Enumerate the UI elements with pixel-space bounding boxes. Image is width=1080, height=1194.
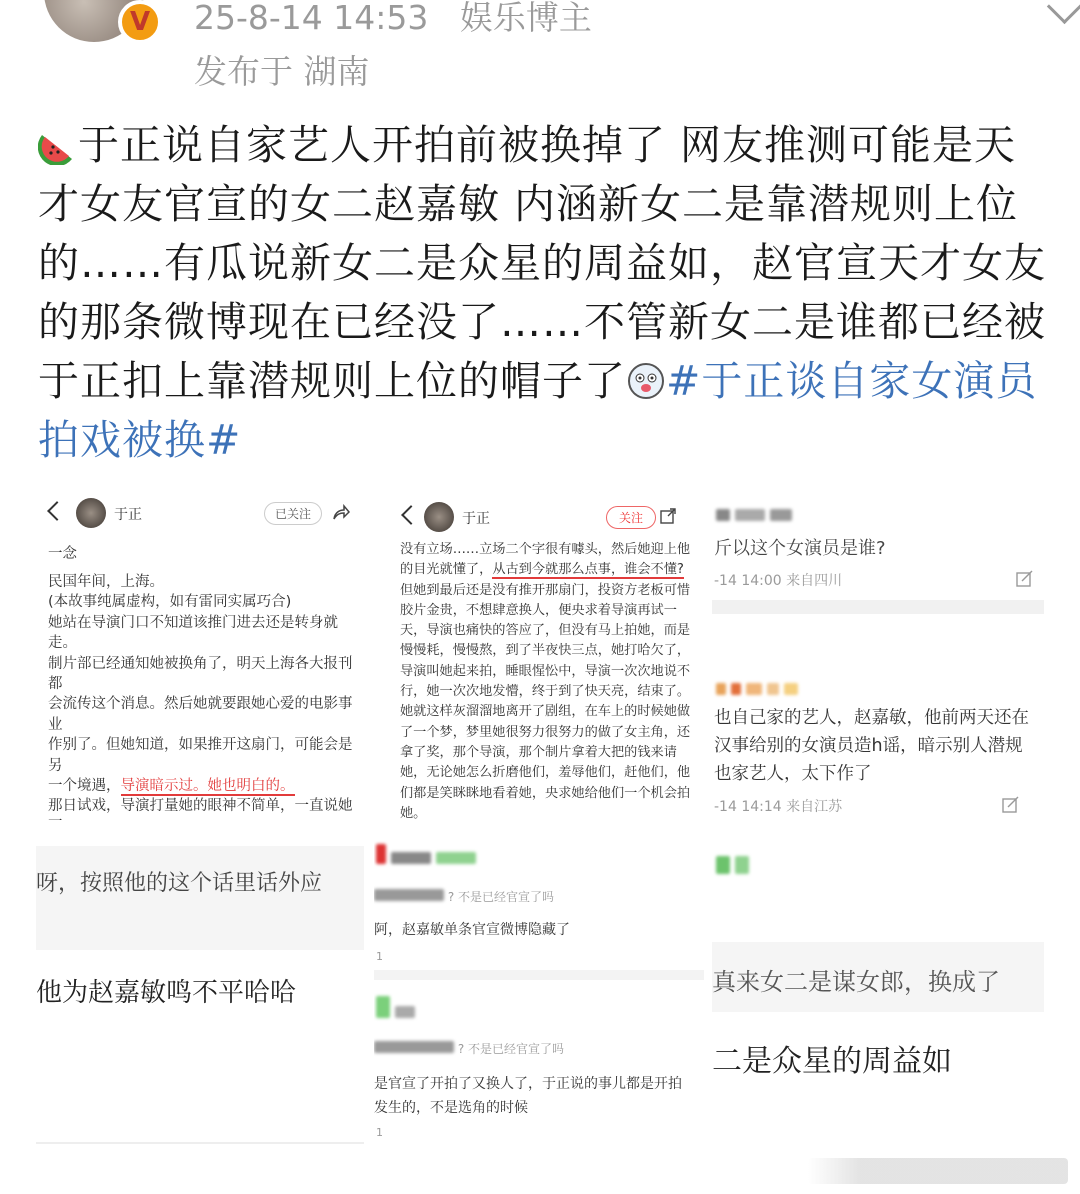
underlined-text: 从古到今就那么点事，谁会不懂? [492,562,684,578]
screenshot-4 [36,846,364,1146]
following-button[interactable]: 已关注 [264,502,322,525]
verified-badge-icon: V [118,0,162,44]
author-category: 娱乐博主 [459,0,592,37]
comment-text: 二是众星的周益如 [712,1044,952,1079]
screenshot-5 [374,838,704,1156]
like-count[interactable]: 1 [376,950,383,963]
blurred-username [716,506,792,525]
screenshot-2 [374,488,696,820]
post-timestamp: 25-8-14 14:53 [194,0,429,37]
divider [36,1142,364,1144]
user-name[interactable]: 于正 [114,507,142,523]
comment-text: 他为赵嘉敏鸣不平哈哈 [36,978,297,1008]
share-icon[interactable] [332,504,350,522]
back-chevron-icon[interactable] [401,505,421,525]
watermark [808,1158,1068,1184]
blurred-username [716,856,749,878]
comment-text: 是官宣了开拍了又换人了，于正说的事儿都是开拍 发生的，不是选角的时候 [374,1076,682,1116]
blurred-username [376,996,415,1022]
article-body: 没有立场……立场二个字很有噱头，然后她迎上他 的目光就懂了，从古到今就那么点事，谁会不懂? 但她到最后还是没有推开那扇门，投资方老板可惜 胶片金贵，不想肆意换人，便央求着导演再试一 天，导演也痛快的答应了，但没有马上拍她，而是 慢慢耗，慢慢熬，到了半夜快三点，她打哈欠了， 导演叫她起来拍，睡眼惺忪中，导演一次次地说不 行，她一次次地发懵，终于到了快天亮，结束了。 她就这样灰溜溜地离开了剧组，在车上的时候她做 了一个梦，梦里她很努力很努力的做了女主角，还 拿了奖，那个导演，那个制片拿着大把的钱来请 她，无论她怎么折磨他们，羞辱他们，赶他们，他 们都是笑眯眯地看着她，央求她给他们一个机会拍 她。 [400,542,691,820]
quote-line: ? 不是已经官宣了吗 [374,888,554,905]
screenshot-1 [36,488,364,820]
post-body [38,116,1048,470]
article-body: 民国年间，上海。 (本故事纯属虚构，如有雷同实属巧合) 她站在导演门口不知道该推门进去还是转身就走。 制片部已经通知她被换角了，明天上海各大报刊都 会流传这个消息。然后她就要跟她心爱的电影事业 作别了。但她知道，如果推开这扇门，可能会是另 一个境遇，导演暗示过。她也明白的。 那日试戏，导演打量她的眼神不简单，一直说她 [48,574,353,815]
hashtag-link[interactable]: #于正谈自家女演员拍戏被换# [38,357,1038,464]
post-location: 发布于 湖南 [194,52,370,91]
watermelon-icon [38,125,78,165]
comment-text: 也自己家的艺人，赵嘉敏，他前两天还在 汉事给别的女演员造h谣，暗示别人潜规 也家艺人，太下作了 [714,708,1029,784]
quote-line: ? 不是已经官宣了吗 [374,1040,564,1057]
dog-face-emoji-icon [626,361,666,401]
follow-button[interactable]: 关注 [606,506,656,529]
post-meta [194,0,592,39]
avatar[interactable] [424,502,454,532]
comment-text: 真来女二是谋女郎，换成了 [712,968,1000,996]
reply-icon[interactable] [1016,570,1034,588]
blurred-username [716,680,798,699]
external-link-icon[interactable] [660,508,676,524]
divider [712,600,1044,614]
reply-icon[interactable] [1002,796,1020,814]
chevron-down-icon[interactable] [1047,0,1080,24]
screenshot-6 [712,846,1044,1146]
screenshot-3 [712,494,1044,824]
back-chevron-icon[interactable] [47,501,67,521]
article-title: 一念 [48,546,77,562]
comment-meta: -14 14:00 来自四川 [714,573,843,589]
comment-text: 阿，赵嘉敏单条官宣微博隐藏了 [374,922,570,938]
avatar[interactable] [76,498,106,528]
comment-meta: -14 14:14 来自江苏 [714,799,843,815]
comment-text: 呀，按照他的这个话里话外应 [36,871,323,896]
like-count[interactable]: 1 [376,1126,383,1139]
user-name[interactable]: 于正 [462,511,490,527]
post-text: 于正说自家艺人开拍前被换掉了 网友推测可能是天才女友官宣的女二赵嘉敏 内涵新女二是靠潜规则上位的……有瓜说新女二是众星的周益如，赵官宣天才女友的那条微博现在已经没了……不管新女二是谁都已经被于正扣上靠潜规则上位的帽子了 [38,121,1046,405]
highlight-text: 导演暗示过。她也明白的。 [120,778,295,795]
comment-text: 斤以这个女演员是谁? [714,538,886,559]
blurred-username [376,844,476,868]
